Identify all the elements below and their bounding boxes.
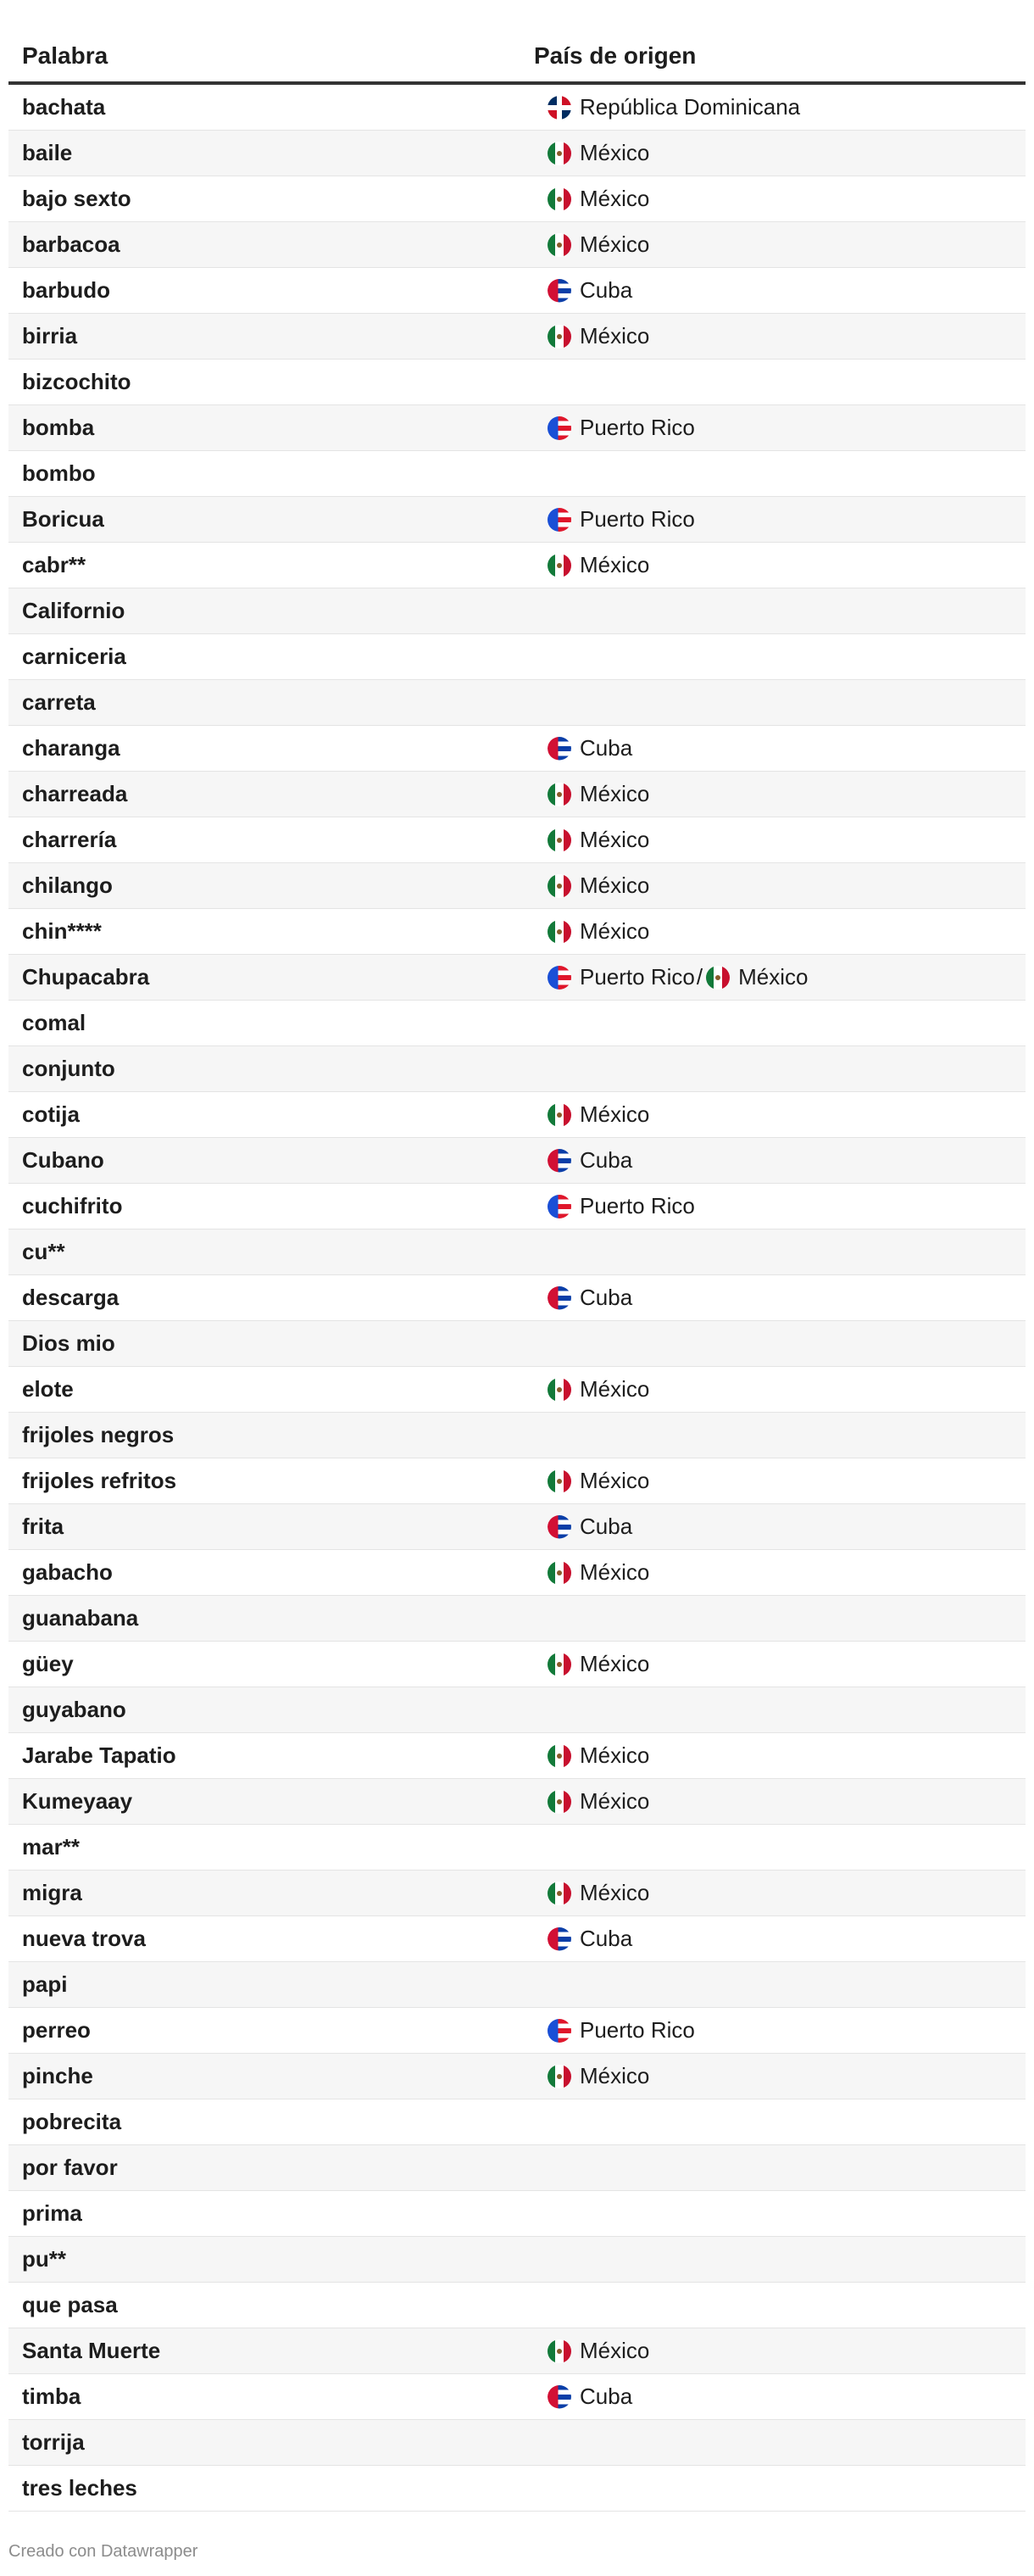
mexico-flag-icon: [548, 142, 571, 165]
country-cell: [548, 94, 800, 120]
word-cell: cotija: [22, 1101, 80, 1127]
country-name: México: [580, 1101, 650, 1127]
mexico-flag-icon: [548, 874, 571, 898]
table-row: [8, 1275, 1026, 1321]
country-name: México: [580, 2338, 650, 2363]
mexico-flag-icon: [548, 325, 571, 348]
word-cell: güey: [22, 1651, 74, 1676]
mexico-flag-icon: [548, 1561, 571, 1585]
mexico-flag-icon: [706, 966, 730, 990]
table-row: [8, 1916, 1026, 1962]
table-row: [8, 1871, 1026, 1916]
table-row: [8, 405, 1026, 451]
table-row: [8, 2374, 1026, 2420]
word-cell: que pasa: [22, 2292, 118, 2317]
puerto-rico-flag-icon: [548, 1195, 571, 1218]
table-row: [8, 451, 1026, 497]
table-row: [8, 1413, 1026, 1458]
country-cell: [548, 2017, 695, 2044]
country-cell: [548, 781, 649, 807]
table-row: [8, 1138, 1026, 1184]
country-cell: [548, 186, 649, 212]
table-row: [8, 1779, 1026, 1825]
word-cell: chin****: [22, 918, 102, 944]
table-row: [8, 909, 1026, 955]
table-row: [8, 2054, 1026, 2099]
country-name: Cuba: [580, 277, 633, 303]
cuba-flag-icon: [548, 1927, 571, 1951]
word-cell: prima: [22, 2200, 82, 2226]
country-cell: [548, 1468, 649, 1494]
table-row: [8, 1733, 1026, 1779]
mexico-flag-icon: [548, 1103, 571, 1127]
word-cell: carniceria: [22, 644, 126, 669]
word-cell: frijoles negros: [22, 1422, 175, 1447]
cuba-flag-icon: [548, 2385, 571, 2409]
mexico-flag-icon: [548, 920, 571, 944]
mexico-flag-icon: [548, 233, 571, 257]
mexico-flag-icon: [548, 1378, 571, 1402]
word-cell: pinche: [22, 2063, 93, 2088]
table-row: [8, 176, 1026, 222]
country-name: Puerto Rico: [580, 1193, 695, 1218]
country-name: México: [580, 323, 650, 348]
table-row: [8, 772, 1026, 817]
table-row: [8, 314, 1026, 360]
country-cell: [548, 918, 649, 945]
table-row: [8, 1046, 1026, 1092]
word-cell: cabr**: [22, 552, 86, 577]
cuba-flag-icon: [548, 1149, 571, 1173]
word-cell: chilango: [22, 873, 113, 898]
country-cell: [548, 1559, 649, 1586]
puerto-rico-flag-icon: [548, 508, 571, 532]
table-row: [8, 634, 1026, 680]
mexico-flag-icon: [548, 1744, 571, 1768]
country-name: Puerto Rico: [580, 2017, 695, 2043]
country-name: México: [580, 231, 650, 257]
puerto-rico-flag-icon: [548, 966, 571, 990]
word-cell: bomba: [22, 415, 95, 440]
word-cell: cu**: [22, 1239, 65, 1264]
country-name: México: [738, 964, 809, 990]
word-cell: papi: [22, 1971, 68, 1997]
country-name: México: [580, 1468, 650, 1493]
table-row: [8, 2466, 1026, 2512]
table-row: [8, 1962, 1026, 2008]
table-row: [8, 2145, 1026, 2191]
origin-separator: /: [696, 964, 703, 990]
table-row: [8, 85, 1026, 131]
country-name: México: [580, 2063, 650, 2088]
country-cell: [548, 506, 695, 532]
word-cell: Dios mio: [22, 1330, 115, 1356]
table-row: [8, 1642, 1026, 1687]
cuba-flag-icon: [548, 1286, 571, 1310]
word-cell: tres leches: [22, 2475, 137, 2501]
cuba-flag-icon: [548, 1515, 571, 1539]
country-cell: [548, 827, 649, 853]
country-cell: [548, 1651, 649, 1677]
mexico-flag-icon: [548, 187, 571, 211]
country-name: Cuba: [580, 1514, 633, 1539]
country-cell: [548, 323, 649, 349]
cuba-flag-icon: [548, 737, 571, 761]
country-name: Cuba: [580, 2384, 633, 2409]
country-cell: [548, 1193, 695, 1219]
country-cell: [548, 277, 632, 304]
word-cell: charrería: [22, 827, 117, 852]
country-name: México: [580, 1651, 650, 1676]
word-cell: Boricua: [22, 506, 104, 532]
country-name: México: [580, 781, 650, 806]
country-name: México: [580, 1559, 650, 1585]
word-cell: migra: [22, 1880, 82, 1905]
table-row: [8, 543, 1026, 588]
table-row: [8, 1504, 1026, 1550]
puerto-rico-flag-icon: [548, 2019, 571, 2043]
word-cell: guyabano: [22, 1697, 126, 1722]
word-cell: pobrecita: [22, 2109, 122, 2134]
country-cell: [548, 552, 649, 578]
country-name: México: [580, 1742, 650, 1768]
mexico-flag-icon: [548, 783, 571, 806]
cuba-flag-icon: [548, 279, 571, 303]
word-cell: birria: [22, 323, 78, 348]
word-cell: mar**: [22, 1834, 80, 1860]
table-row: [8, 1550, 1026, 1596]
country-cell: [548, 1376, 649, 1402]
country-name: México: [580, 1788, 650, 1814]
country-name: Puerto Rico: [580, 964, 695, 990]
country-cell: [548, 1788, 649, 1815]
table-row: [8, 2099, 1026, 2145]
country-name: Puerto Rico: [580, 506, 695, 532]
country-name: México: [580, 918, 650, 944]
country-cell: [548, 1926, 632, 1952]
word-cell: bombo: [22, 460, 96, 486]
table-row: [8, 863, 1026, 909]
country-cell: [548, 2063, 649, 2089]
mexico-flag-icon: [548, 2339, 571, 2363]
word-cell: pu**: [22, 2246, 66, 2272]
word-cell: guanabana: [22, 1605, 139, 1631]
word-cell: bajo sexto: [22, 186, 131, 211]
mexico-flag-icon: [548, 1653, 571, 1676]
mexico-flag-icon: [548, 1790, 571, 1814]
word-cell: Santa Muerte: [22, 2338, 161, 2363]
country-name: República Dominicana: [580, 94, 801, 120]
country-name: México: [580, 873, 650, 898]
table-row: [8, 1321, 1026, 1367]
table-row: [8, 1184, 1026, 1229]
word-cell: barbacoa: [22, 231, 120, 257]
country-name: México: [580, 186, 650, 211]
word-cell: bizcochito: [22, 369, 131, 394]
table-row: [8, 588, 1026, 634]
country-name: México: [580, 140, 650, 165]
table-row: [8, 2237, 1026, 2283]
word-cell: bachata: [22, 94, 106, 120]
word-cell: Kumeyaay: [22, 1788, 133, 1814]
table-row: [8, 1092, 1026, 1138]
mexico-flag-icon: [548, 1882, 571, 1905]
word-cell: nueva trova: [22, 1926, 146, 1951]
word-cell: frijoles refritos: [22, 1468, 177, 1493]
word-cell: frita: [22, 1514, 64, 1539]
country-cell: [548, 1147, 632, 1174]
country-cell: [548, 140, 649, 166]
mexico-flag-icon: [548, 2065, 571, 2088]
country-cell: [548, 1742, 649, 1769]
country-name: Cuba: [580, 1926, 633, 1951]
table-row: [8, 1687, 1026, 1733]
word-cell: comal: [22, 1010, 86, 1035]
table-body: [8, 85, 1026, 2512]
table-row: [8, 1001, 1026, 1046]
column-header-country[interactable]: País de origen: [534, 42, 697, 69]
word-cell: cuchifrito: [22, 1193, 123, 1218]
word-cell: barbudo: [22, 277, 110, 303]
word-cell: Chupacabra: [22, 964, 150, 990]
word-cell: torrija: [22, 2429, 85, 2455]
word-cell: perreo: [22, 2017, 91, 2043]
country-cell: [548, 735, 632, 761]
country-name: México: [580, 1880, 650, 1905]
table-row: [8, 222, 1026, 268]
country-cell: [548, 415, 695, 441]
table-header: [8, 31, 1026, 85]
table-row: [8, 2420, 1026, 2466]
word-cell: carreta: [22, 689, 96, 715]
country-name: Puerto Rico: [580, 415, 695, 440]
country-cell: [548, 873, 649, 899]
country-cell: [548, 231, 649, 258]
country-cell: [548, 1101, 649, 1128]
country-name: Cuba: [580, 1147, 633, 1173]
country-cell: [548, 2338, 649, 2364]
country-name: México: [580, 1376, 650, 1402]
table-row: [8, 268, 1026, 314]
word-cell: timba: [22, 2384, 81, 2409]
table-row: [8, 817, 1026, 863]
table-row: [8, 1458, 1026, 1504]
word-cell: baile: [22, 140, 73, 165]
country-cell: [548, 964, 808, 990]
word-cell: por favor: [22, 2155, 118, 2180]
table-row: [8, 726, 1026, 772]
table-row: [8, 2191, 1026, 2237]
country-cell: [548, 1514, 632, 1540]
word-origin-table: [8, 31, 1026, 2512]
word-cell: charanga: [22, 735, 120, 761]
table-row: [8, 1596, 1026, 1642]
country-name: México: [580, 827, 650, 852]
column-header-word[interactable]: Palabra: [22, 42, 108, 69]
country-cell: [548, 1285, 632, 1311]
dominican-republic-flag-icon: [548, 96, 571, 120]
word-cell: descarga: [22, 1285, 120, 1310]
mexico-flag-icon: [548, 554, 571, 577]
country-cell: [548, 1880, 649, 1906]
country-cell: [548, 2384, 632, 2410]
table-row: [8, 360, 1026, 405]
word-cell: gabacho: [22, 1559, 113, 1585]
word-cell: Cubano: [22, 1147, 104, 1173]
table-row: [8, 680, 1026, 726]
table-row: [8, 2283, 1026, 2328]
table-row: [8, 497, 1026, 543]
table-row: [8, 1229, 1026, 1275]
word-cell: Californio: [22, 598, 125, 623]
word-cell: conjunto: [22, 1056, 115, 1081]
mexico-flag-icon: [548, 1469, 571, 1493]
table-row: [8, 955, 1026, 1001]
table-row: [8, 2328, 1026, 2374]
table-row: [8, 1367, 1026, 1413]
word-cell: Jarabe Tapatio: [22, 1742, 176, 1768]
datawrapper-credit[interactable]: Creado con Datawrapper: [8, 2542, 198, 2561]
table-row: [8, 1825, 1026, 1871]
table-row: [8, 2008, 1026, 2054]
table-row: [8, 131, 1026, 176]
puerto-rico-flag-icon: [548, 416, 571, 440]
country-name: México: [580, 552, 650, 577]
word-cell: charreada: [22, 781, 128, 806]
word-cell: elote: [22, 1376, 74, 1402]
country-name: Cuba: [580, 1285, 633, 1310]
country-name: Cuba: [580, 735, 633, 761]
mexico-flag-icon: [548, 828, 571, 852]
